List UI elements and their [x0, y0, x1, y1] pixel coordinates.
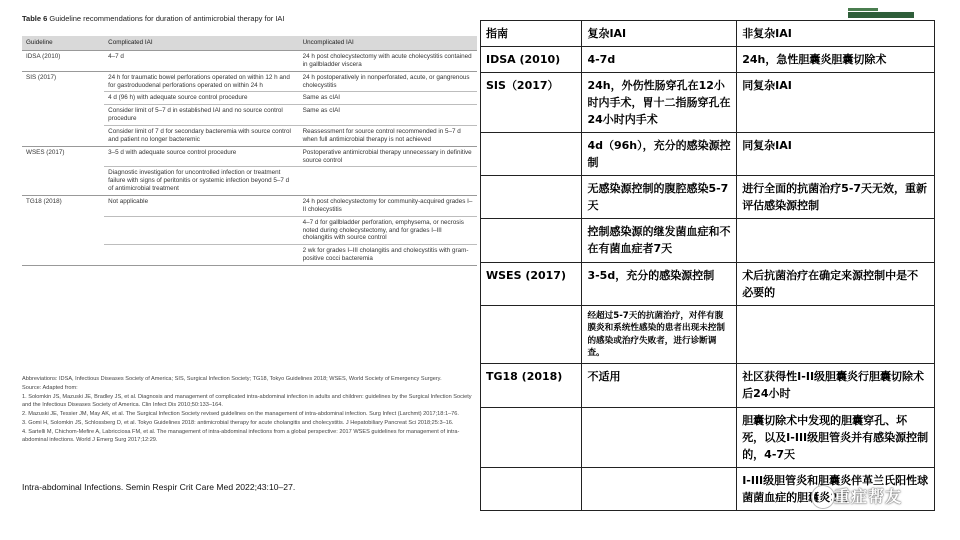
footnote: Abbreviations: IDSA, Infectious Diseases Society of America; SIS, Surgical Infection Society; TG18, Tokyo Guidelines 2018; WSES, World Society of Emergency Surgery. — [22, 376, 442, 382]
header-guideline: Guideline — [22, 36, 104, 51]
translation-row — [481, 73, 935, 133]
table-row — [22, 105, 477, 126]
table-row — [22, 245, 477, 266]
cell-guideline — [22, 126, 104, 147]
translation-header-guideline: 指南 — [481, 21, 582, 47]
cell-guideline — [22, 245, 104, 266]
translation-cell-guideline — [481, 176, 582, 219]
table-caption-label: Table 6 — [22, 14, 48, 23]
table-row — [22, 92, 477, 105]
footnote: 1. Solomkin JS, Mazuski JE, Bradley JS, et al. Diagnosis and management of complicated intra-abdominal infection in adults and children: guidelines by the Surgical Infection Society and the Infectious Diseases Society of America. Clin Infect Dis 2010;50:133–164. — [22, 393, 472, 408]
translation-cell-uncomplicated: 胆囊切除术中发现的胆囊穿孔、坏死，以及I-III级胆管炎并有感染源控制的，4-7天 — [737, 407, 935, 467]
translation-cell-uncomplicated: 社区获得性I-II级胆囊炎行胆囊切除术后24小时 — [737, 364, 935, 407]
translation-row — [481, 407, 935, 467]
translation-row — [481, 219, 935, 262]
source-table-panel — [22, 14, 477, 514]
translation-row — [481, 133, 935, 176]
translation-cell-uncomplicated: 进行全面的抗菌治疗5-7天无效，重新评估感染源控制 — [737, 176, 935, 219]
translation-cell-uncomplicated: 24h，急性胆囊炎胆囊切除术 — [737, 47, 935, 73]
translation-cell-guideline — [481, 305, 582, 364]
cell-uncomplicated: 24 h post cholecystectomy with acute cholecystitis contained in gallbladder viscera — [299, 51, 477, 72]
translation-cell-complicated: 经超过5-7天的抗菌治疗，对伴有腹膜炎和系统性感染的患者出现未控制的感染或治疗失败者，进行诊断调查。 — [582, 305, 737, 364]
cell-uncomplicated: 24 h post cholecystectomy for community-acquired grades I–II cholecystitis — [299, 196, 477, 217]
cell-guideline: IDSA (2010) — [22, 51, 104, 72]
cell-guideline — [22, 92, 104, 105]
table-header-row — [22, 36, 477, 51]
cell-complicated: Consider limit of 5–7 d in established IAI and no source control procedure — [104, 105, 298, 126]
translation-header-complicated: 复杂IAI — [582, 21, 737, 47]
translation-cell-complicated — [582, 467, 737, 510]
cell-complicated — [104, 216, 298, 245]
translation-cell-guideline: TG18 (2018) — [481, 364, 582, 407]
translation-cell-guideline — [481, 133, 582, 176]
cell-uncomplicated: 2 wk for grades I–III cholangitis and cholecystitis with gram-positive cocci bacteremia — [299, 245, 477, 266]
translation-cell-complicated — [582, 407, 737, 467]
header-complicated: Complicated IAI — [104, 36, 298, 51]
cell-complicated: 3–5 d with adequate source control procedure — [104, 146, 298, 167]
translation-cell-guideline: IDSA (2010) — [481, 47, 582, 73]
cell-complicated: Not applicable — [104, 196, 298, 217]
footnote: 2. Mazuski JE, Tessier JM, May AK, et al. The Surgical Infection Society revised guidelines on the management of intra-abdominal infection. Surg Infect (Larchmt) 2017;18:1–76. — [22, 410, 459, 417]
cell-uncomplicated: Postoperative antimicrobial therapy unnecessary in definitive source control — [299, 146, 477, 167]
cell-guideline — [22, 216, 104, 245]
translation-cell-uncomplicated — [737, 305, 935, 364]
translation-cell-complicated: 不适用 — [582, 364, 737, 407]
translation-cell-uncomplicated: I-III级胆管炎和胆囊炎伴革兰氏阳性球菌菌血症的胆囊炎2周 — [737, 467, 935, 510]
table-footnotes — [22, 376, 477, 446]
translation-cell-complicated: 4-7d — [582, 47, 737, 73]
cell-uncomplicated: Same as cIAI — [299, 105, 477, 126]
translation-header-row — [481, 21, 935, 47]
translation-row — [481, 364, 935, 407]
translation-cell-guideline — [481, 467, 582, 510]
table-caption — [22, 14, 285, 23]
cell-uncomplicated — [299, 167, 477, 196]
translation-row — [481, 47, 935, 73]
table-row — [22, 146, 477, 167]
cell-guideline: WSES (2017) — [22, 146, 104, 167]
translation-cell-guideline — [481, 407, 582, 467]
cell-uncomplicated: 4–7 d for gallbladder perforation, emphysema, or necrosis noted during cholecystectomy, and for grades I–III cholangitis with source control — [299, 216, 477, 245]
translation-cell-complicated: 24h，外伤性肠穿孔在12小时内手术，胃十二指肠穿孔在24小时内手术 — [582, 73, 737, 133]
translation-row — [481, 262, 935, 305]
footnote: Source: Adapted from: — [22, 384, 78, 391]
translation-cell-uncomplicated: 同复杂IAI — [737, 73, 935, 133]
table-row — [22, 126, 477, 147]
table-row — [22, 216, 477, 245]
translation-cell-complicated: 控制感染源的继发菌血症和不在有菌血症者7天 — [582, 219, 737, 262]
translation-cell-complicated: 3-5d，充分的感染源控制 — [582, 262, 737, 305]
cell-guideline — [22, 105, 104, 126]
translation-cell-uncomplicated — [737, 219, 935, 262]
table-caption-text: Guideline recommendations for duration of antimicrobial therapy for IAI — [49, 14, 285, 23]
cell-guideline: TG18 (2018) — [22, 196, 104, 217]
table-row — [22, 51, 477, 72]
header-uncomplicated: Uncomplicated IAI — [299, 36, 477, 51]
translation-cell-complicated: 无感染源控制的腹腔感染5-7天 — [582, 176, 737, 219]
translation-cell-uncomplicated: 术后抗菌治疗在确定来源控制中是不必要的 — [737, 262, 935, 305]
translation-row — [481, 176, 935, 219]
cell-complicated: 4–7 d — [104, 51, 298, 72]
translation-cell-guideline: SIS（2017） — [481, 73, 582, 133]
source-table — [22, 36, 477, 266]
translation-row — [481, 305, 935, 364]
translation-cell-guideline — [481, 219, 582, 262]
watermark-text: 重症帮友 — [834, 487, 903, 506]
translation-table — [480, 20, 935, 511]
cell-uncomplicated: Reassessment for source control recommended in 5–7 d when full antimicrobial therapy is not achieved — [299, 126, 477, 147]
watermark-logo-icon — [812, 486, 834, 508]
cell-complicated: 24 h for traumatic bowel perforations operated on within 12 h and for gastroduodenal perforations operated on within 24 h — [104, 71, 298, 92]
table-row — [22, 71, 477, 92]
cell-complicated — [104, 245, 298, 266]
source-citation: Intra-abdominal Infections. Semin Respir Crit Care Med 2022;43:10–27. — [22, 482, 296, 492]
cell-guideline — [22, 167, 104, 196]
footnote: 3. Gomi H, Solomkin JS, Schlossberg D, et al. Tokyo Guidelines 2018: antimicrobial therapy for acute cholangitis and cholecystitis. J Hepatobiliary Pancreat Sci 2018;25:3–16. — [22, 419, 454, 426]
cell-uncomplicated: Same as cIAI — [299, 92, 477, 105]
watermark — [790, 482, 940, 512]
table-row — [22, 167, 477, 196]
translation-header-uncomplicated: 非复杂IAI — [737, 21, 935, 47]
table-row — [22, 196, 477, 217]
cell-uncomplicated: 24 h postoperatively in nonperforated, acute, or gangrenous cholecystitis — [299, 71, 477, 92]
translation-cell-guideline: WSES (2017) — [481, 262, 582, 305]
cell-complicated: Diagnostic investigation for uncontrolled infection or treatment failure with signs of peritonitis or systemic infection beyond 5–7 d of antimicrobial treatment — [104, 167, 298, 196]
cell-guideline: SIS (2017) — [22, 71, 104, 92]
translation-cell-uncomplicated: 同复杂IAI — [737, 133, 935, 176]
cell-complicated: 4 d (96 h) with adequate source control procedure — [104, 92, 298, 105]
footnote: 4. Sartelli M, Chichom-Mefire A, Labricciosa FM, et al. The management of intra-abdominal infections from a global perspective: 2017 WSES guidelines for management of intra-abdominal infections. World J Emerg Surg 2017;12:29. — [22, 428, 460, 443]
translation-cell-complicated: 4d（96h），充分的感染源控制 — [582, 133, 737, 176]
cell-complicated: Consider limit of 7 d for secondary bacteremia with source control and patient no longer bacteremic — [104, 126, 298, 147]
